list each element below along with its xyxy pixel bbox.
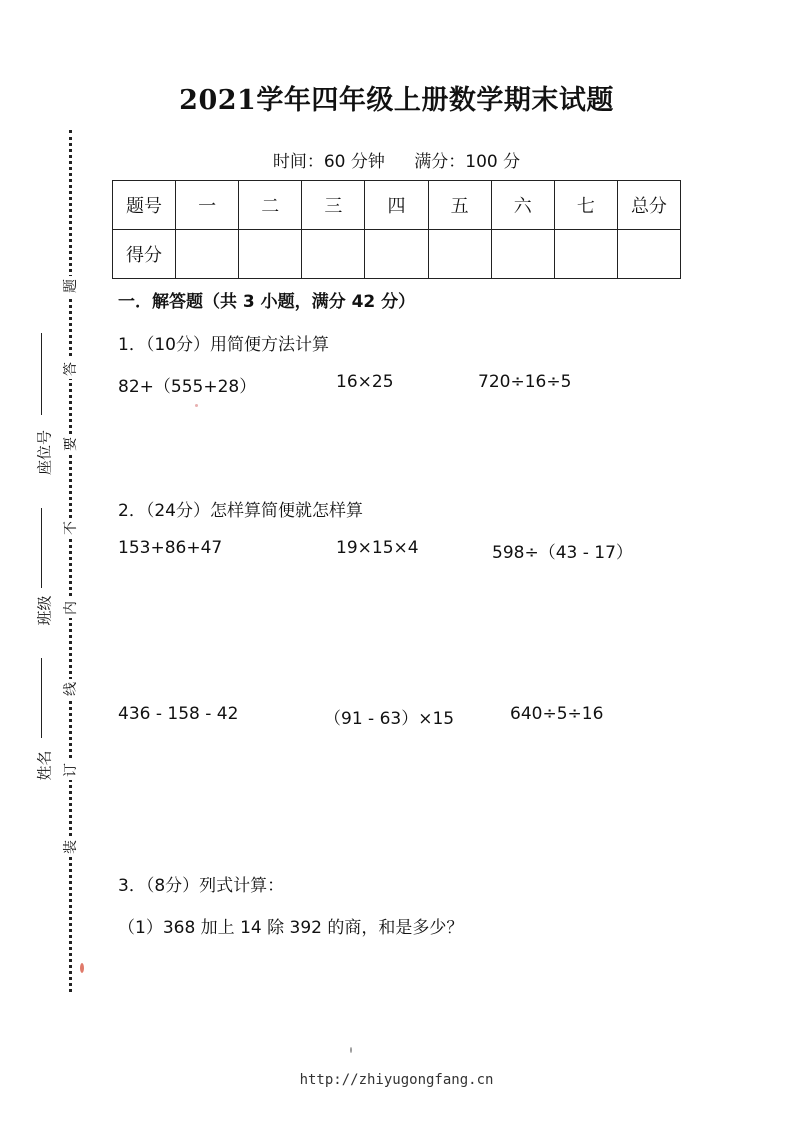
- scan-speck: [350, 1047, 352, 1053]
- margin-char-da: 答: [57, 359, 83, 379]
- q2-expression-6: 640÷5÷16: [510, 704, 604, 724]
- name-line: [41, 658, 42, 738]
- score-table: [112, 180, 681, 279]
- score-cell[interactable]: [239, 230, 302, 279]
- exam-meta: [0, 147, 793, 172]
- margin-char-ding: 订: [57, 760, 83, 780]
- exam-time: 时间：60 分钟: [272, 152, 385, 172]
- score-table-score-row: [113, 230, 681, 279]
- question-3-label: 3．（8分）列式计算：: [118, 876, 285, 896]
- score-header-cell: 二: [239, 181, 302, 230]
- score-cell[interactable]: [176, 230, 239, 279]
- score-header-cell: 五: [428, 181, 491, 230]
- q2-expression-1: 153+86+47: [118, 538, 223, 558]
- q1-expression-3: 720÷16÷5: [478, 372, 572, 392]
- score-header-cell: 四: [365, 181, 428, 230]
- score-header-cell: 一: [176, 181, 239, 230]
- question-2-label: 2．（24分）怎样算简便就怎样算: [118, 501, 363, 521]
- section-title: 一．解答题（共 3 小题，满分 42 分）: [118, 292, 416, 312]
- q1-expression-1: 82+（555+28）: [118, 377, 257, 397]
- scan-speck: [195, 404, 198, 407]
- question-3-sub-1: （1）368 加上 14 除 392 的商，和是多少？: [118, 918, 464, 938]
- margin-char-yao: 要: [57, 434, 83, 454]
- score-row-label: 得分: [113, 230, 176, 279]
- exam-full-score: 满分：100 分: [414, 152, 521, 172]
- q2-expression-5: （91 - 63）×15: [324, 709, 455, 729]
- q2-expression-4: 436 - 158 - 42: [118, 704, 239, 724]
- score-header-cell: 七: [554, 181, 617, 230]
- score-header-cell: 题号: [113, 181, 176, 230]
- binding-dotted-line: [69, 130, 72, 992]
- score-table-header-row: [113, 181, 681, 230]
- q1-expression-2: 16×25: [336, 372, 394, 392]
- margin-char-bu: 不: [57, 518, 83, 538]
- score-header-cell: 六: [491, 181, 554, 230]
- scan-speck: [80, 963, 84, 973]
- margin-char-ti: 题: [57, 276, 83, 296]
- q2-expression-2: 19×15×4: [336, 538, 419, 558]
- seat-number-label: 座位号: [35, 430, 54, 476]
- seat-number-line: [41, 333, 42, 415]
- score-cell[interactable]: [554, 230, 617, 279]
- class-line: [41, 508, 42, 588]
- page-title: 2021学年四年级上册数学期末试题: [179, 85, 614, 116]
- score-cell[interactable]: [365, 230, 428, 279]
- score-cell[interactable]: [428, 230, 491, 279]
- score-cell[interactable]: [617, 230, 680, 279]
- name-label: 姓名: [35, 750, 54, 781]
- score-cell[interactable]: [302, 230, 365, 279]
- margin-char-zhuang: 装: [57, 837, 83, 857]
- margin-char-xian: 线: [57, 679, 83, 699]
- score-cell[interactable]: [491, 230, 554, 279]
- score-header-cell: 三: [302, 181, 365, 230]
- footer-url: http://zhiyugongfang.cn: [299, 1072, 494, 1088]
- q2-expression-3: 598÷（43 - 17）: [492, 543, 633, 563]
- class-label: 班级: [35, 595, 54, 626]
- score-header-cell: 总分: [617, 181, 680, 230]
- margin-char-nei: 内: [57, 598, 83, 618]
- question-1-label: 1．（10分）用简便方法计算: [118, 335, 329, 355]
